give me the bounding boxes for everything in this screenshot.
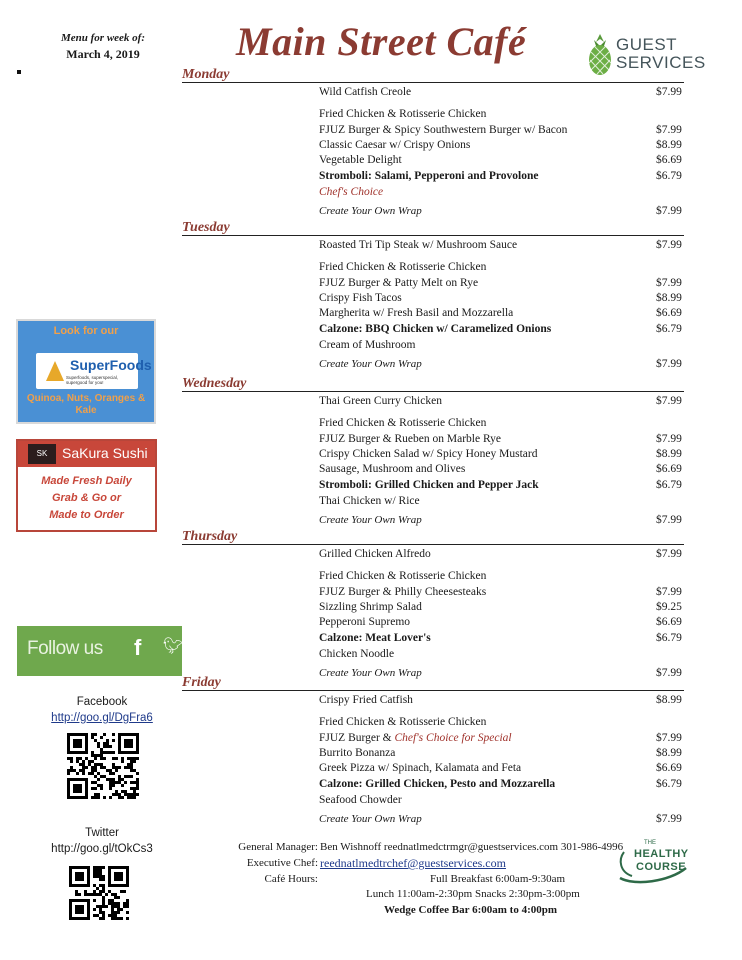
menu-item-text: Wild Catfish Creole	[319, 86, 412, 98]
menu-item-text: Create Your Own Wrap	[319, 813, 422, 825]
menu-price: $7.99	[656, 239, 682, 251]
menu-item	[319, 778, 555, 790]
menu-item-text: Thai Chicken w/ Rice	[319, 495, 420, 507]
menu-item	[319, 139, 470, 151]
menu-item-text: Chef's Choice	[319, 186, 384, 198]
superfoods-list: Quinoa, Nuts, Oranges & Kale	[26, 393, 146, 416]
menu-price: $6.79	[656, 479, 682, 491]
menu-item-text: Chicken Noodle	[319, 648, 395, 660]
menu-item-text: Create Your Own Wrap	[319, 358, 422, 370]
menu-item	[319, 323, 551, 335]
menu-price: $8.99	[656, 694, 682, 706]
menu-item	[319, 239, 517, 251]
menu-item-text: Fried Chicken & Rotisserie Chicken	[319, 108, 487, 120]
sakura-text-line: Grab & Go or	[51, 492, 122, 504]
menu-price: $8.99	[656, 448, 682, 460]
menu-item-text: Burrito Bonanza	[319, 747, 396, 759]
chef-email-link[interactable]: reednatlmedtrchef@guestservices.com	[320, 856, 506, 870]
menu-price: $8.99	[656, 747, 682, 759]
menu-price: $7.99	[656, 732, 682, 744]
menu-price: $7.99	[656, 548, 682, 560]
guest-services-logo	[586, 32, 742, 78]
menu-item	[319, 813, 422, 825]
day-divider	[182, 544, 684, 545]
menu-price: $8.99	[656, 292, 682, 304]
day-divider	[182, 235, 684, 236]
menu-item-text: Stromboli: Grilled Chicken and Pepper Jack	[319, 479, 539, 491]
menu-item-text: Crispy Chicken Salad w/ Spicy Honey Mustard	[319, 448, 538, 460]
menu-price: $6.69	[656, 463, 682, 475]
menu-price: $8.99	[656, 139, 682, 151]
superfoods-promo	[16, 319, 156, 424]
menu-price: $7.99	[656, 395, 682, 407]
facebook-link[interactable]: http://goo.gl/DgFra6	[51, 712, 153, 724]
menu-item	[319, 495, 420, 507]
menu-item-text: Classic Caesar w/ Crispy Onions	[319, 139, 471, 151]
menu-item	[319, 339, 415, 351]
menu-item	[319, 716, 486, 728]
menu-item-text: Margherita w/ Fresh Basil and Mozzarella	[319, 307, 514, 319]
menu-item-text: FJUZ Burger & Rueben on Marble Rye	[319, 433, 502, 445]
menu-item-text: Greek Pizza w/ Spinach, Kalamata and Feta	[319, 762, 522, 774]
menu-item	[319, 307, 513, 319]
healthy-course-the: THE	[644, 840, 656, 846]
twitter-label: Twitter	[85, 827, 119, 839]
menu-item	[319, 448, 537, 460]
menu-price: $6.69	[656, 307, 682, 319]
week-date: March 4, 2019	[66, 47, 140, 61]
menu-price: $9.25	[656, 601, 682, 613]
menu-price: $7.99	[656, 86, 682, 98]
guest-services-wordmark: GUEST SERVICES	[616, 35, 706, 72]
day-heading: Wednesday	[182, 376, 247, 391]
menu-item	[319, 632, 431, 644]
menu-item-text: Create Your Own Wrap	[319, 514, 422, 526]
menu-item-text: Create Your Own Wrap	[319, 205, 422, 217]
follow-us-text: Follow us	[27, 638, 103, 659]
menu-item	[319, 292, 402, 304]
twitter-icon[interactable]: 🐦︎	[163, 636, 184, 655]
menu-price: $6.79	[656, 323, 682, 335]
menu-item-text: FJUZ Burger &	[319, 732, 395, 744]
superfoods-leaf-icon	[46, 361, 64, 381]
sakura-name: SaKura Sushi	[62, 445, 148, 461]
menu-item-text: FJUZ Burger & Philly Cheesesteaks	[319, 586, 487, 598]
menu-item-text: Grilled Chicken Alfredo	[319, 548, 431, 560]
breakfast-hours: Full Breakfast 6:00am-9:30am	[430, 873, 566, 885]
menu-item-text: Fried Chicken & Rotisserie Chicken	[319, 261, 487, 273]
menu-item-text: Stromboli: Salami, Pepperoni and Provolone	[319, 170, 539, 182]
menu-item-text: Create Your Own Wrap	[319, 667, 422, 679]
sakura-header	[18, 441, 155, 467]
menu-item	[319, 186, 383, 198]
menu-item-text: Calzone: Meat Lover's	[319, 632, 431, 644]
menu-item	[319, 586, 486, 598]
menu-item	[319, 463, 465, 475]
menu-item-text: Crispy Fish Tacos	[319, 292, 402, 304]
facebook-icon[interactable]: f	[134, 635, 142, 660]
menu-item	[319, 86, 411, 98]
menu-price: $7.99	[656, 277, 682, 289]
day-heading: Monday	[182, 67, 230, 82]
menu-price: $7.99	[656, 586, 682, 598]
lunch-snack-hours: Lunch 11:00am-2:30pm Snacks 2:30pm-3:00pm	[366, 888, 580, 900]
healthy-course-healthy: HEALTHY	[634, 848, 689, 860]
menu-price: $7.99	[656, 514, 682, 526]
pineapple-icon	[586, 32, 614, 78]
sakura-text-line: Made Fresh Daily	[41, 475, 132, 487]
facebook-qr-code	[67, 733, 139, 799]
menu-item	[319, 395, 442, 407]
superfoods-name: SuperFoods	[70, 357, 152, 373]
healthy-course-logo	[614, 838, 694, 888]
menu-price: $6.79	[656, 170, 682, 182]
menu-item-text: Thai Green Curry Chicken	[319, 395, 442, 407]
healthy-course-course: COURSE	[636, 861, 687, 873]
menu-item-text: Seafood Chowder	[319, 794, 402, 806]
superfoods-tagline: Superfoods, superspecial, supergood for you!	[66, 375, 119, 385]
twitter-link[interactable]: http://goo.gl/tOkCs3	[51, 843, 153, 855]
menu-item-text: Fried Chicken & Rotisserie Chicken	[319, 417, 487, 429]
superfoods-heading: Look for our	[53, 325, 119, 337]
menu-item-text: Pepperoni Supremo	[319, 616, 411, 628]
page-title: Main Street Café	[236, 19, 527, 64]
menu-item-text: Crispy Fried Catfish	[319, 694, 413, 706]
menu-item	[319, 694, 413, 706]
sakura-text	[18, 473, 155, 524]
gm-label: General Manager:	[238, 841, 318, 853]
menu-item	[319, 154, 402, 166]
menu-item-text: FJUZ Burger & Patty Melt on Rye	[319, 277, 479, 289]
margin-dot	[17, 70, 21, 74]
menu-item	[319, 648, 394, 660]
menu-item-text: FJUZ Burger & Spicy Southwestern Burger w/ Bacon	[319, 124, 568, 136]
superfoods-logo	[36, 353, 152, 389]
menu-price: $7.99	[656, 433, 682, 445]
menu-item	[319, 417, 486, 429]
chef-label: Executive Chef:	[246, 857, 318, 869]
menu-item	[319, 601, 422, 613]
wedge-hours: Wedge Coffee Bar 6:00am to 4:00pm	[384, 904, 558, 916]
facebook-label: Facebook	[76, 696, 128, 708]
menu-price: $7.99	[656, 667, 682, 679]
menu-price: $6.79	[656, 778, 682, 790]
menu-item	[319, 548, 431, 560]
menu-item	[319, 762, 521, 774]
day-heading: Friday	[182, 675, 221, 690]
menu-price: $6.79	[656, 632, 682, 644]
menu-item	[319, 108, 486, 120]
menu-item-text: Cream of Mushroom	[319, 339, 416, 351]
menu-item	[319, 433, 501, 445]
follow-us-banner[interactable]	[17, 626, 182, 676]
sakura-text-line: Made to Order	[49, 509, 124, 521]
menu-item-text: Calzone: BBQ Chicken w/ Caramelized Onions	[319, 323, 552, 335]
menu-price: $6.69	[656, 154, 682, 166]
menu-price: $7.99	[656, 813, 682, 825]
day-heading: Thursday	[182, 529, 238, 544]
menu-item	[319, 514, 422, 526]
sakura-logo-icon: SK	[28, 444, 56, 464]
menu-item	[319, 732, 512, 744]
menu-item	[319, 358, 422, 370]
day-divider	[182, 690, 684, 691]
menu-item-text: Sausage, Mushroom and Olives	[319, 463, 466, 475]
menu-item	[319, 794, 402, 806]
menu-item	[319, 124, 567, 136]
menu-item-text: Fried Chicken & Rotisserie Chicken	[319, 716, 487, 728]
menu-item	[319, 479, 539, 491]
menu-item	[319, 277, 478, 289]
menu-price: $7.99	[656, 124, 682, 136]
menu-item	[319, 667, 422, 679]
day-divider	[182, 391, 684, 392]
menu-item	[319, 616, 410, 628]
twitter-qr-code	[69, 866, 129, 920]
menu-item-text: Fried Chicken & Rotisserie Chicken	[319, 570, 487, 582]
week-label: Menu for week of:	[60, 32, 146, 44]
menu-item-special: Chef's Choice for Special	[394, 732, 512, 744]
menu-item-text: Vegetable Delight	[319, 154, 402, 166]
hours-label: Café Hours:	[264, 873, 318, 885]
sakura-sushi-promo	[16, 439, 157, 532]
menu-item	[319, 747, 395, 759]
menu-item	[319, 570, 486, 582]
menu-price: $6.69	[656, 762, 682, 774]
gm-value: Ben Wishnoff reednatlmedctrmgr@guestservices.com 301-986-4996	[320, 841, 624, 853]
menu-item	[319, 205, 422, 217]
menu-item	[319, 170, 538, 182]
menu-item-text: Sizzling Shrimp Salad	[319, 601, 422, 613]
menu-item-text: Roasted Tri Tip Steak w/ Mushroom Sauce	[319, 239, 518, 251]
menu-price: $6.69	[656, 616, 682, 628]
menu-item	[319, 261, 486, 273]
day-heading: Tuesday	[182, 220, 230, 235]
menu-item-text: Calzone: Grilled Chicken, Pesto and Mozzarella	[319, 778, 556, 790]
menu-price: $7.99	[656, 358, 682, 370]
menu-price: $7.99	[656, 205, 682, 217]
day-divider	[182, 82, 684, 83]
